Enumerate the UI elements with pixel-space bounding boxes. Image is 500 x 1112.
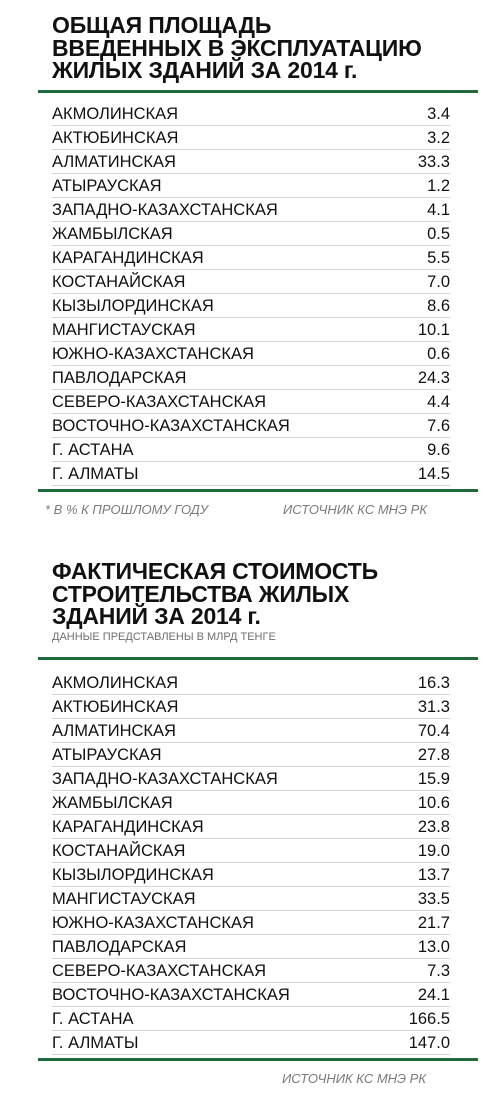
table-row: [52, 767, 450, 791]
region-value: 0.5: [427, 225, 450, 243]
table2-top-rule: [38, 657, 478, 660]
table1-title-line: ЖИЛЫХ ЗДАНИЙ ЗА 2014 г.: [52, 57, 358, 83]
region-value: 3.4: [427, 105, 450, 123]
region-label: АКТЮБИНСКАЯ: [52, 698, 179, 716]
table-row: [52, 863, 450, 887]
region-value: 4.1: [427, 201, 450, 219]
region-value: 147.0: [408, 1034, 450, 1052]
table-row: [52, 174, 450, 198]
region-label: АКМОЛИНСКАЯ: [52, 674, 179, 692]
table1-bottom-rule: [38, 489, 478, 492]
table-row: [52, 294, 450, 318]
table-row: [52, 366, 450, 390]
table2-title-line: ФАКТИЧЕСКАЯ СТОИМОСТЬ: [52, 558, 378, 584]
table2-title-line: ЗДАНИЙ ЗА 2014 г.: [52, 603, 261, 629]
region-label: КАРАГАНДИНСКАЯ: [52, 249, 204, 267]
table-row: [52, 198, 450, 222]
region-value: 8.6: [427, 297, 450, 315]
region-value: 3.2: [427, 129, 450, 147]
table1-title-line: ВВЕДЕННЫХ В ЭКСПЛУАТАЦИЮ: [52, 34, 422, 61]
region-label: ЖАМБЫЛСКАЯ: [52, 225, 173, 243]
table-row: [52, 935, 450, 959]
region-value: 7.6: [427, 417, 450, 435]
region-value: 33.5: [417, 890, 450, 908]
region-value: 13.7: [417, 866, 450, 884]
table-row: [52, 102, 450, 126]
region-label: Г. АЛМАТЫ: [52, 465, 139, 483]
region-label: ЗАПАДНО-КАЗАХСТАНСКАЯ: [52, 770, 278, 788]
region-label: ВОСТОЧНО-КАЗАХСТАНСКАЯ: [52, 417, 290, 435]
region-label: ЖАМБЫЛСКАЯ: [52, 794, 173, 812]
region-value: 1.2: [427, 177, 450, 195]
region-label: АЛМАТИНСКАЯ: [52, 153, 176, 171]
table2-title: [52, 560, 378, 628]
table-row: [52, 462, 450, 486]
region-label: КАРАГАНДИНСКАЯ: [52, 818, 204, 836]
region-label: ВОСТОЧНО-КАЗАХСТАНСКАЯ: [52, 986, 290, 1004]
region-value: 24.1: [417, 986, 450, 1004]
region-value: 31.3: [417, 698, 450, 716]
region-label: АТЫРАУСКАЯ: [52, 746, 162, 764]
region-label: АКМОЛИНСКАЯ: [52, 105, 179, 123]
region-value: 15.9: [417, 770, 450, 788]
table-row: [52, 1007, 450, 1031]
region-value: 24.3: [417, 369, 450, 387]
table2-title-line: СТРОИТЕЛЬСТВА ЖИЛЫХ: [52, 580, 350, 607]
region-value: 166.5: [408, 1010, 450, 1028]
region-value: 14.5: [417, 465, 450, 483]
region-value: 0.6: [427, 345, 450, 363]
table1-source: ИСТОЧНИК КС МНЭ РК: [283, 502, 428, 517]
table-row: [52, 911, 450, 935]
region-value: 10.1: [417, 321, 450, 339]
region-label: Г. АСТАНА: [52, 1010, 134, 1028]
region-label: ПАВЛОДАРСКАЯ: [52, 369, 187, 387]
table-row: [52, 270, 450, 294]
region-label: ЮЖНО-КАЗАХСТАНСКАЯ: [52, 914, 254, 932]
region-value: 9.6: [427, 441, 450, 459]
region-value: 7.0: [427, 273, 450, 291]
region-value: 19.0: [417, 842, 450, 860]
table-row: [52, 342, 450, 366]
region-value: 13.0: [417, 938, 450, 956]
region-label: Г. АЛМАТЫ: [52, 1034, 139, 1052]
table-row: [52, 959, 450, 983]
region-label: Г. АСТАНА: [52, 441, 134, 459]
region-value: 16.3: [417, 674, 450, 692]
table-row: [52, 390, 450, 414]
region-value: 27.8: [417, 746, 450, 764]
region-value: 5.5: [427, 249, 450, 267]
table-row: [52, 671, 450, 695]
region-value: 33.3: [417, 153, 450, 171]
region-label: АЛМАТИНСКАЯ: [52, 722, 176, 740]
table2: [52, 671, 450, 1055]
table1-top-rule: [38, 90, 478, 93]
region-label: КОСТАНАЙСКАЯ: [52, 273, 186, 291]
table1-title-line: ОБЩАЯ ПЛОЩАДЬ: [52, 12, 272, 38]
table2-source: ИСТОЧНИК КС МНЭ РК: [282, 1071, 427, 1086]
table-row: [52, 318, 450, 342]
table-row: [52, 719, 450, 743]
region-label: КОСТАНАЙСКАЯ: [52, 842, 186, 860]
table-row: [52, 887, 450, 911]
table-row: [52, 983, 450, 1007]
region-value: 10.6: [417, 794, 450, 812]
region-value: 70.4: [417, 722, 450, 740]
region-label: КЫЗЫЛОРДИНСКАЯ: [52, 297, 214, 315]
table-row: [52, 743, 450, 767]
region-label: МАНГИСТАУСКАЯ: [52, 321, 196, 339]
table1-title: [52, 14, 422, 82]
region-label: ЮЖНО-КАЗАХСТАНСКАЯ: [52, 345, 254, 363]
region-label: СЕВЕРО-КАЗАХСТАНСКАЯ: [52, 962, 267, 980]
table-row: [52, 414, 450, 438]
region-value: 4.4: [427, 393, 450, 411]
table1-footnote: * В % К ПРОШЛОМУ ГОДУ: [45, 502, 209, 517]
table-row: [52, 839, 450, 863]
region-label: МАНГИСТАУСКАЯ: [52, 890, 196, 908]
region-label: СЕВЕРО-КАЗАХСТАНСКАЯ: [52, 393, 267, 411]
region-label: АКТЮБИНСКАЯ: [52, 129, 179, 147]
table-row: [52, 815, 450, 839]
region-label: КЫЗЫЛОРДИНСКАЯ: [52, 866, 214, 884]
table2-bottom-rule: [38, 1058, 478, 1061]
table-row: [52, 246, 450, 270]
table-row: [52, 438, 450, 462]
table-row: [52, 126, 450, 150]
region-label: ЗАПАДНО-КАЗАХСТАНСКАЯ: [52, 201, 278, 219]
table-row: [52, 791, 450, 815]
table-row: [52, 695, 450, 719]
table2-subtitle: ДАННЫЕ ПРЕДСТАВЛЕНЫ В МЛРД ТЕНГЕ: [52, 631, 276, 643]
region-value: 23.8: [417, 818, 450, 836]
region-label: ПАВЛОДАРСКАЯ: [52, 938, 187, 956]
region-value: 21.7: [417, 914, 450, 932]
table1: [52, 102, 450, 486]
region-label: АТЫРАУСКАЯ: [52, 177, 162, 195]
region-value: 7.3: [427, 962, 450, 980]
table-row: [52, 1031, 450, 1055]
table-row: [52, 222, 450, 246]
table-row: [52, 150, 450, 174]
